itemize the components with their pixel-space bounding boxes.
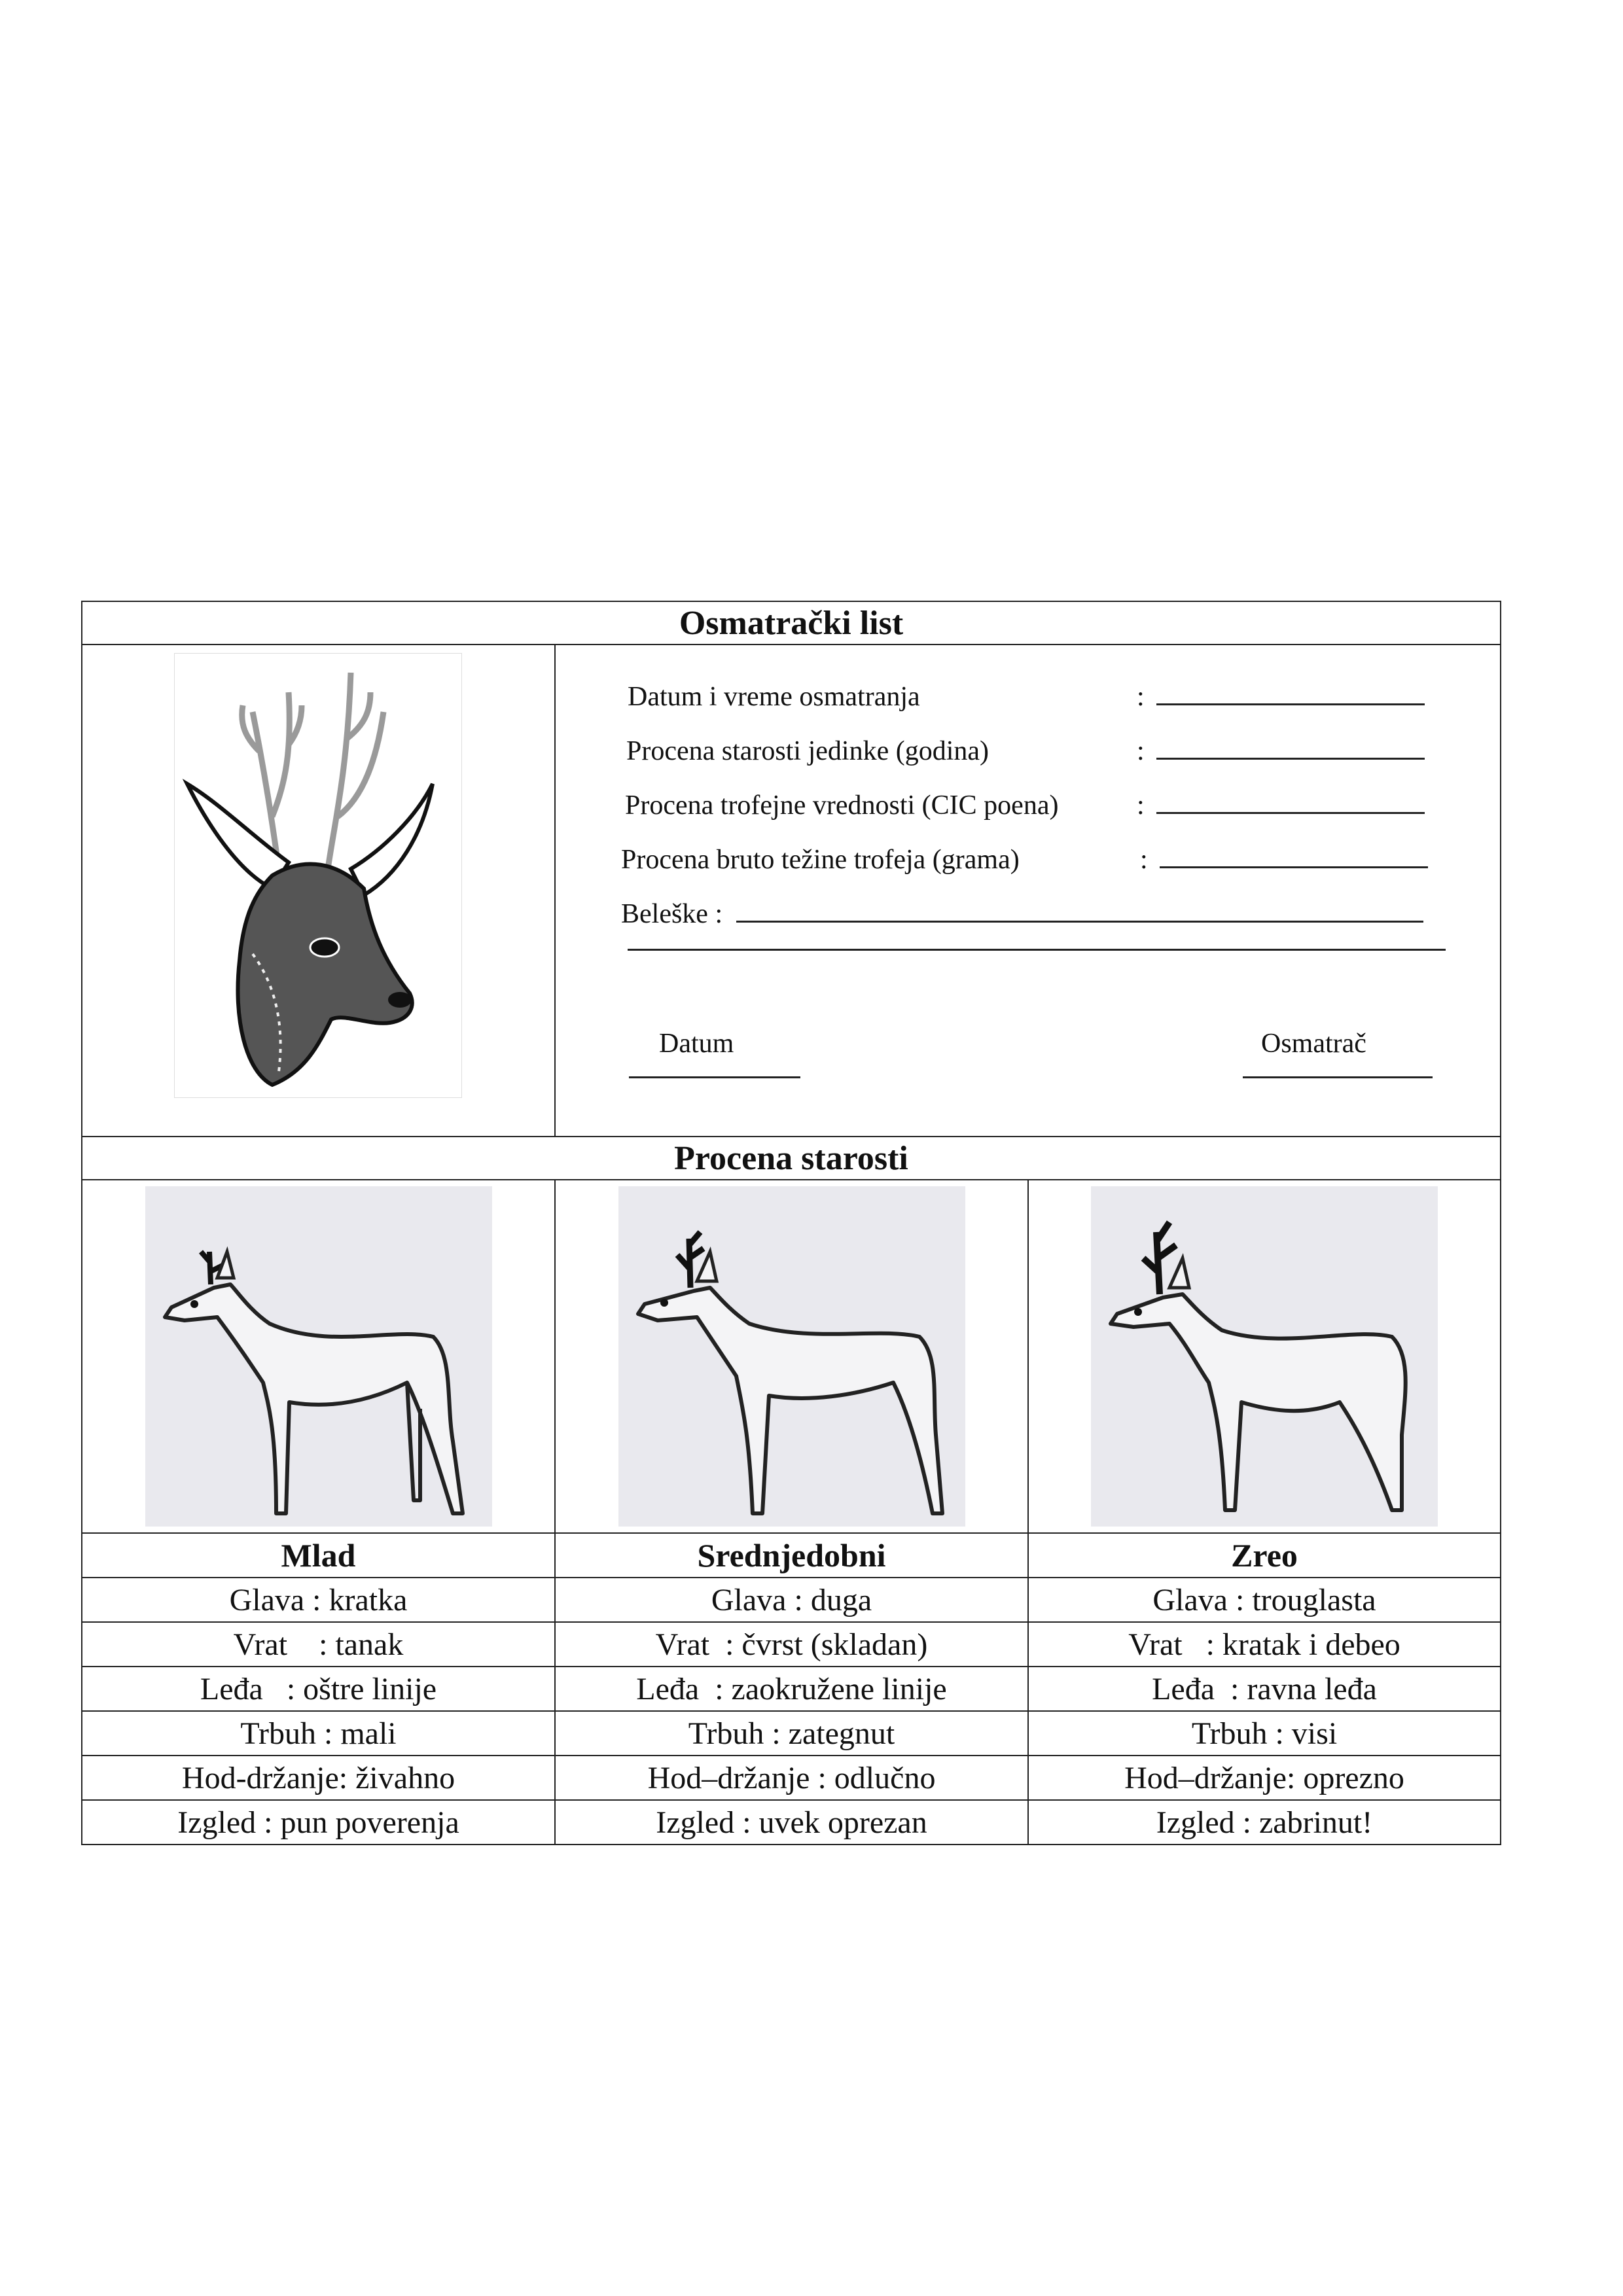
datetime-blank-line[interactable] — [1156, 682, 1425, 705]
trait-cell: Vrat : tanak — [82, 1622, 555, 1667]
trait-cell: Izgled : zabrinut! — [1028, 1800, 1501, 1845]
field-age-estimate — [1137, 735, 1425, 767]
age-estimate-title-row — [82, 1137, 1501, 1180]
age-blank-line[interactable] — [1156, 737, 1425, 760]
age-class-heading: Mlad — [82, 1533, 555, 1578]
date-label: Datum — [659, 1029, 734, 1059]
middle-aged-deer-drawing — [618, 1186, 965, 1527]
notes-second-line-wrap — [628, 927, 1446, 958]
field-colon: : — [1137, 736, 1145, 766]
notes-field — [621, 898, 1423, 930]
field-observation-datetime — [1137, 681, 1425, 713]
sheet-title-row — [82, 601, 1501, 645]
trait-row-gait — [82, 1756, 1501, 1800]
date-signature-line-wrap — [629, 1054, 800, 1086]
observer-signature-line-wrap — [1243, 1054, 1433, 1086]
notes-second-blank-line[interactable] — [628, 928, 1446, 951]
date-blank-line[interactable] — [629, 1055, 800, 1078]
trait-cell: Leđa : oštre linije — [82, 1667, 555, 1711]
trait-cell: Hod–držanje : odlučno — [555, 1756, 1028, 1800]
age-class-heading: Zreo — [1028, 1533, 1501, 1578]
young-deer-cell — [82, 1180, 555, 1533]
age-estimate-title: Procena starosti — [82, 1137, 1501, 1180]
trait-row-belly — [82, 1711, 1501, 1756]
trait-cell: Trbuh : mali — [82, 1711, 555, 1756]
trait-cell: Hod-držanje: živahno — [82, 1756, 555, 1800]
notes-blank-line[interactable] — [736, 900, 1423, 923]
trait-row-appearance — [82, 1800, 1501, 1845]
trait-cell: Vrat : kratak i debeo — [1028, 1622, 1501, 1667]
field-label-age-estimate: Procena starosti jedinke (godina) — [626, 736, 989, 766]
field-trophy-value — [1137, 790, 1425, 821]
trophy-weight-blank-line[interactable] — [1160, 845, 1428, 868]
age-class-header-row — [82, 1533, 1501, 1578]
mature-deer-cell — [1028, 1180, 1501, 1533]
young-deer-drawing — [145, 1186, 492, 1527]
trait-cell: Leđa : zaokružene linije — [555, 1667, 1028, 1711]
trait-cell: Leđa : ravna leđa — [1028, 1667, 1501, 1711]
observation-form-cell — [555, 645, 1501, 1137]
trait-cell: Trbuh : visi — [1028, 1711, 1501, 1756]
field-colon: : — [1137, 682, 1145, 712]
young-deer-illustration — [145, 1186, 492, 1527]
trait-cell: Izgled : uvek oprezan — [555, 1800, 1028, 1845]
trait-cell: Glava : kratka — [82, 1578, 555, 1622]
trophy-value-blank-line[interactable] — [1156, 791, 1425, 814]
field-label-observation-datetime: Datum i vreme osmatranja — [628, 682, 920, 712]
trait-row-back — [82, 1667, 1501, 1711]
sheet-body-row — [82, 645, 1501, 1137]
field-colon: : — [1140, 845, 1148, 875]
middle-aged-deer-cell — [555, 1180, 1028, 1533]
field-label-trophy-weight: Procena bruto težine trofeja (grama) — [621, 845, 1020, 875]
field-trophy-weight — [1140, 844, 1428, 875]
trait-cell: Hod–držanje: oprezno — [1028, 1756, 1501, 1800]
observer-label: Osmatrač — [1261, 1029, 1366, 1059]
trait-cell: Trbuh : zategnut — [555, 1711, 1028, 1756]
roe-buck-head-cell — [82, 645, 555, 1137]
trait-cell: Vrat : čvrst (skladan) — [555, 1622, 1028, 1667]
mature-deer-illustration — [1091, 1186, 1438, 1527]
trait-row-neck — [82, 1622, 1501, 1667]
trait-cell: Glava : duga — [555, 1578, 1028, 1622]
notes-label: Beleške : — [621, 899, 723, 929]
observation-sheet-table — [81, 601, 1501, 1845]
sheet-title: Osmatrački list — [82, 601, 1501, 645]
field-label-trophy-value: Procena trofejne vrednosti (CIC poena) — [625, 790, 1059, 821]
trait-row-head — [82, 1578, 1501, 1622]
mature-deer-drawing — [1091, 1186, 1438, 1527]
middle-aged-deer-illustration — [618, 1186, 965, 1527]
field-colon: : — [1137, 790, 1145, 821]
observer-blank-line[interactable] — [1243, 1055, 1433, 1078]
trait-cell: Izgled : pun poverenja — [82, 1800, 555, 1845]
trait-cell: Glava : trouglasta — [1028, 1578, 1501, 1622]
roe-buck-head-drawing — [174, 653, 462, 1098]
deer-illustrations-row — [82, 1180, 1501, 1533]
age-class-heading: Srednjedobni — [555, 1533, 1028, 1578]
